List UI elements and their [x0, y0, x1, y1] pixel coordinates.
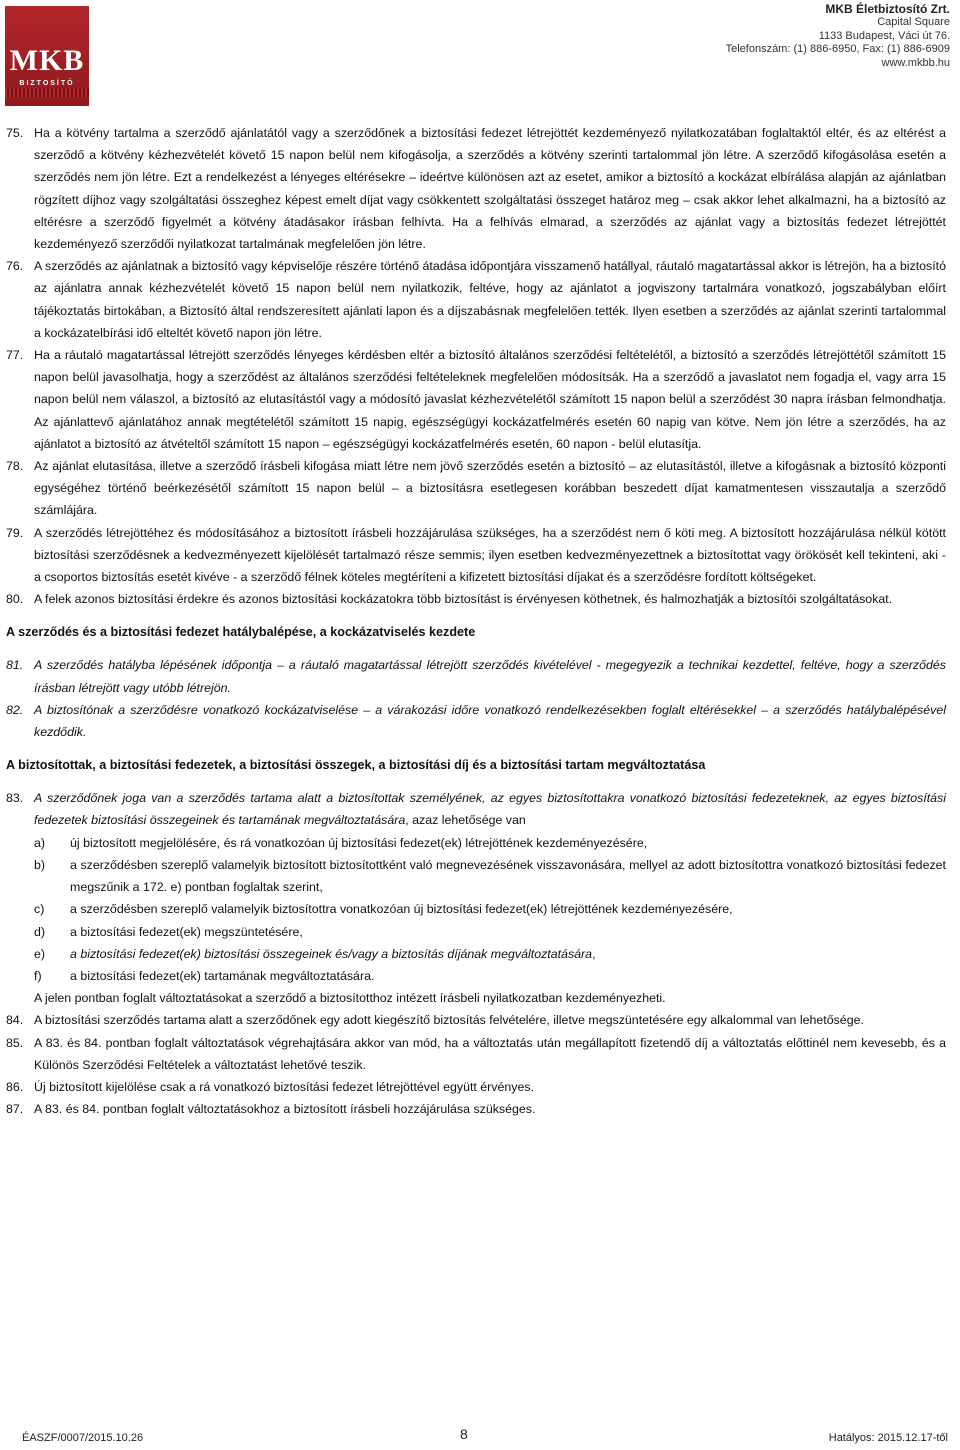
- effective-date: Hatályos: 2015.12.17-től: [828, 1432, 948, 1444]
- subitem-suffix: ,: [592, 946, 596, 961]
- logo-stripes: [5, 88, 89, 98]
- clause-86: [6, 1076, 946, 1098]
- subitem-text: új biztosított megjelölésére, és rá vonatkozóan új biztosítási fedezet(ek) létrejöttének kezdeményezésére,: [70, 835, 648, 850]
- clause-76: [6, 255, 946, 344]
- clause-number: 78.: [6, 459, 24, 474]
- page-footer: [0, 1426, 960, 1446]
- clause-85: [6, 1032, 946, 1076]
- company-building: Capital Square: [877, 16, 950, 29]
- company-address: 1133 Budapest, Váci út 76.: [818, 29, 950, 42]
- page-header: [0, 0, 960, 112]
- clause-87: [6, 1098, 946, 1120]
- clause-number: 77.: [6, 348, 24, 363]
- clause-number: 86.: [6, 1079, 24, 1094]
- clause-text: A szerződés hatályba lépésének időpontja – a ráutaló magatartással létrejött szerződés kivételével - megegyezik a technikai kezdettel, feltéve, hogy a szerződés írásban létrejött vagy utóbb létrejön.: [34, 658, 946, 695]
- clause-text: A 83. és 84. pontban foglalt változtatásokhoz a biztosított írásbeli hozzájárulása szükséges.: [34, 1102, 536, 1117]
- document-body: [6, 122, 946, 1120]
- clause-number: 76.: [6, 259, 24, 274]
- clause-text: Ha a ráutaló magatartással létrejött szerződés lényeges kérdésben eltér a biztosító általános szerződési feltételétől, a biztosító a szerződés létrejöttétől számított 15 napon belül javasolhatja, hogy a szerződést az általános szerződési feltételeknek megfelelően módosítsák. Ha a szerződő a javaslatot nem fogadja el, vagy arra 15 napon belül nem válaszol, a biztosító az elutasítástól vagy a módosító javaslat kézhezvételétől számított 15 napon belül a szerződést 30 napra írásban felmondhatja. Az ajánlattevő ajánlatához annak megtételétől számított 15 napig, egészségügyi kockázatfelmérés esetén 60 napig van kötve. Nem jön létre a szerződés, ha az ajánlatot a biztosító az átvételtől számított 15 napon – egészségügyi kockázatfelmérés esetén, 60 napon - belül elutasítja.: [34, 348, 946, 451]
- subitem-label: c): [34, 902, 45, 917]
- subitem-d: [34, 921, 946, 943]
- subitem-label: b): [34, 857, 46, 872]
- mkb-logo: [5, 6, 89, 106]
- subitem-e: [34, 943, 946, 965]
- clause-80: [6, 588, 946, 610]
- clause-81: [6, 654, 946, 698]
- clause-number: 87.: [6, 1102, 24, 1117]
- company-info: [726, 3, 950, 70]
- clause-text: Ha a kötvény tartalma a szerződő ajánlatától vagy a szerződőnek a biztosítási fedezet létrejöttét kezdeményező nyilatkozatában foglaltaktól eltér, és az eltérést a szerződő a kötvény kézhezvételét követő 15 napon belül nem kifogásolja, a szerződés a kötvény szerinti tartalommal jön létre. A szerződő kifogásolása esetén a szerződés nem jön létre. Ezt a rendelkezést a lényeges eltérésekre – ideértve különösen azt az esetet, amikor a biztosító a kockázat elbírálása alapján az ajánlatban rögzített díjhoz vagy szolgáltatási összeghez képest emelt díjat vagy csökkentett szolgáltatási összeget határoz meg – csak akkor lehet alkalmazni, ha a biztosító az eltérésre a szerződő figyelmét a kötvény átadásakor írásban felhívta. Ha a felhívás elmarad, a szerződés az ajánlat vagy a biztosítás fedezet létrejöttét kezdeményező szerződői nyilatkozat tartalmának megfelelően jön létre.: [34, 126, 946, 252]
- subitem-label: d): [34, 924, 46, 939]
- clause-79: [6, 522, 946, 589]
- logo-text: MKB: [9, 44, 85, 77]
- subitem-text: a szerződésben szereplő valamelyik biztosított biztosítottként való megnevezésének visszavonására, mellyel az adott biztosítottra vonatkozó biztosítási fedezet megszűnik a 172. e) pontban foglaltak szerint,: [70, 857, 946, 895]
- clause-number: 75.: [6, 126, 24, 140]
- logo-subtext: BIZTOSÍTÓ: [19, 80, 75, 87]
- clause-82: [6, 699, 946, 743]
- section-heading-effect: A szerződés és a biztosítási fedezet hatálybalépése, a kockázatviselés kezdete: [6, 625, 476, 640]
- clause-number: 79.: [6, 525, 24, 540]
- clause-text: A szerződés az ajánlatnak a biztosító vagy képviselője részére történő átadása időpontjára visszamenő hatállyal, ráutaló magatartással akkor is létrejön, ha a biztosító az ajánlatra annak kézhezvételét követő 15 napon belül nem nyilatkozik, feltéve, hogy az ajánlatot a jogviszony tartalmára vonatkozó, jogszabályban előírt tájékoztatás birtokában, a Biztosító által rendszeresített ajánlati lapon és a díjszabásnak megfelelően tették. Ilyen esetben a szerződés az ajánlat szerinti tartalommal a kockázatelbírási idő elteltét követő napon jön létre.: [34, 259, 946, 340]
- clause-text: Az ajánlat elutasítása, illetve a szerződő írásbeli kifogása miatt létre nem jövő szerződés esetén a biztosító – az elutasítástól, illetve a kifogásnak a biztosító központi egységéhez történő beérkezésétől számított 15 napon belül – a biztosításra esetlegesen korábban beszedett díjat kamatmentesen visszautalja a szerződő számlájára.: [34, 459, 946, 518]
- clause-number: 85.: [6, 1035, 24, 1050]
- clause-84: [6, 1009, 946, 1031]
- document-id: ÉASZF/0007/2015.10.26: [22, 1432, 144, 1444]
- clause-number: 84.: [6, 1013, 24, 1028]
- clause-77: [6, 344, 946, 455]
- clause-text: A szerződés létrejöttéhez és módosításához a biztosított írásbeli hozzájárulása szükséges, ha a szerződést nem ő köti meg. A biztosított hozzájárulása nélkül kötött biztosítási szerződésnek a kedvezményezett kijelölését tartalmazó része semmis; ilyen esetben kedvezményezettnek a biztosítottat vagy örökösét kell tekinteni, aki - a csoportos biztosítás esetét kivéve - a szerződő félnek köteles megtéríteni a kifizetett biztosítási díjakat és a szerződésre fordított költségeket.: [34, 525, 946, 585]
- clause-number: 82.: [6, 702, 24, 717]
- clause-75: [6, 122, 946, 255]
- section-heading-changes: A biztosítottak, a biztosítási fedezetek, a biztosítási összegek, a biztosítási díj és a biztosítási tartam megváltoztatása: [6, 758, 706, 773]
- company-web[interactable]: www.mkbb.hu: [881, 56, 950, 69]
- subitem-f: [34, 965, 946, 987]
- clause-78: [6, 455, 946, 522]
- clause-text: Új biztosított kijelölése csak a rá vonatkozó biztosítási fedezet létrejöttével együtt érvényes.: [34, 1079, 535, 1094]
- subitem-label: f): [34, 968, 42, 983]
- subitem-a: [34, 832, 946, 854]
- subitem-text: a biztosítási fedezet(ek) megszüntetésére,: [70, 924, 303, 939]
- subitem-text: a biztosítási fedezet(ek) tartamának megváltoztatására.: [70, 968, 375, 983]
- subitem-text: a biztosítási fedezet(ek) biztosítási összegeinek és/vagy a biztosítás díjának megváltoztatására: [70, 946, 593, 961]
- clause-number: 81.: [6, 658, 24, 673]
- clause-text: A biztosítási szerződés tartama alatt a szerződőnek egy adott kiegészítő biztosítás felvételére, illetve megszüntetésére egy alkalommal van lehetősége.: [34, 1013, 864, 1028]
- clause-number: 83.: [6, 791, 24, 806]
- subitem-text: a szerződésben szereplő valamelyik biztosítottra vonatkozóan új biztosítási fedezet(ek) létrejöttének kezdeményezésére,: [70, 902, 733, 917]
- clause-number: 80.: [6, 592, 24, 607]
- clause-intro-rest: , azaz lehetősége van: [405, 813, 526, 828]
- clause-intro-italic: A szerződőnek joga van a szerződés tartama alatt a biztosítottak személyének, az egyes biztosítottakra vonatkozó biztosítási fedezeteknek, az egyes biztosítási fedezetek biztosítási összegeinek és tartamának megváltoztatására: [34, 791, 946, 828]
- clause-83: [6, 787, 946, 1009]
- subitem-c: [34, 898, 946, 920]
- clause-text: A biztosítónak a szerződésre vonatkozó kockázatviselése – a várakozási időre vonatkozó rendelkezésekben foglalt eltérésekkel – a szerződés hatálybalépésével kezdődik.: [34, 702, 946, 740]
- company-phone: Telefonszám: (1) 886-6950, Fax: (1) 886-6909: [725, 43, 950, 56]
- subitem-label: e): [34, 946, 46, 961]
- company-name: MKB Életbiztosító Zrt.: [825, 2, 950, 16]
- subitem-label: a): [34, 835, 46, 850]
- clause-text: A 83. és 84. pontban foglalt változtatások végrehajtására akkor van mód, ha a változtatás után megállapított fizetendő díj a változtatás előttinél nem kevesebb, és a Különös Szerződési Feltételek a változtatást lehetővé teszik.: [34, 1035, 946, 1072]
- clause-closing: A jelen pontban foglalt változtatásokat a szerződő a biztosítotthoz intézett írásbeli nyilatkozatban kezdeményezheti.: [34, 991, 666, 1006]
- page-number: 8: [460, 1426, 468, 1442]
- clause-text: A felek azonos biztosítási érdekre és azonos biztosítási kockázatokra több biztosítást is érvényesen köthetnek, és halmozhatják a biztosítói szolgáltatásokat.: [34, 592, 893, 607]
- subitem-b: [34, 854, 946, 898]
